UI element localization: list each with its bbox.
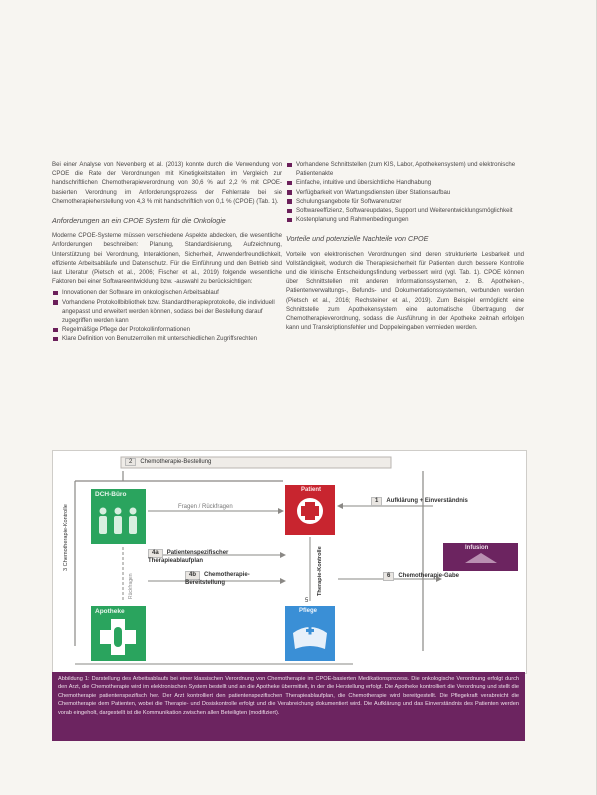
step1-number: 1 <box>371 497 382 506</box>
figure-caption: Abbildung 1: Darstellung des Arbeitsablaufs bei einer klassischen Verordnung von Chemotherapie im CPOE-basierten Medikationsprozess. Die onkologische Verordnung erfolgt durch den Arzt, die Chemotherapie wird im elektronischen System bestellt und an die Apotheke übermittelt, in der die Herstellung erfolgt. Die Apotheke kontrolliert die Verordnung und stellt die Chemotherapie patientenspezifisch her. Der Arzt kontrolliert den patientenspezifischen Therapieablaufplan, die Chemotherapie wird bereitgestellt. Die Pflegekraft verabreicht die Chemotherapie dem Patienten, wobei die Therapie- und Dosiskontrolle erfolgt und die Verabreichung dokumentiert wird. Die Aufklärung und das Einverständnis des Patienten werden vorab eingeholt, dargestellt ist die Kommunikation zwischen allen Beteiligten (modifiziert). <box>52 672 525 741</box>
step4a-text: Patientenspezifischer Therapieablaufplan <box>148 550 229 564</box>
list-item: Innovationen der Software im onkologischen Arbeitsablauf <box>52 288 282 297</box>
step4a-label <box>148 549 268 565</box>
left-column <box>52 160 282 344</box>
step6-text: Chemotherapie-Gabe <box>398 573 460 579</box>
step1-text: Aufklärung + Einverständnis <box>386 498 468 504</box>
rueckfragen-label: Rückfragen <box>128 573 134 599</box>
step6-number: 6 <box>383 572 394 581</box>
doctor-box-title: DCH-Büro <box>95 491 127 498</box>
step4b-number: 4b <box>185 571 200 580</box>
step4b-label <box>185 571 285 587</box>
step2-number: 2 <box>125 458 136 466</box>
therapy-check-label: Therapie-Kontrolle <box>317 546 323 596</box>
step4a-number: 4a <box>148 549 163 558</box>
right-body-paragraph: Vorteile von elektronischen Verordnungen sind deren strukturierte Lesbarkeit und Vollständigkeit, wodurch die Therapiesicherheit für Patienten durch bessere Kontrolle und die klinische Entscheidungsfindung verbessert wird (vgl. Tab. 1). CPOE können über Schnittstellen mit anderen Informationssystemen, z. B. Apotheken-, Patientenverwaltungs-, Befunds- und Dokumentationssystemen, verbunden werden (Pietsch et al., 2016; Rechsteiner et al., 2019). Zum Beispiel ermöglicht eine Schnittstelle zum Apothekensystem eine automatische Übertragung der Chemotherapieverordnung, sodass die Ausführung in der Apotheke zeitnah erfolgen kann und Transkriptionsfehler und Doppeleingaben vermieden werden. <box>286 250 524 332</box>
workflow-diagram <box>53 451 526 673</box>
left-vertical-number: 3 <box>63 567 69 571</box>
right-bullet-list <box>286 160 524 224</box>
list-item: Einfache, intuitive und übersichtliche Handhabung <box>286 178 524 187</box>
left-vertical-text: Chemotherapie-Kontrolle <box>63 504 69 567</box>
step4b-text: Chemotherapie-Bereitstellung <box>185 572 250 586</box>
patient-box-title: Patient <box>301 487 322 493</box>
pharmacy-box-title: Apotheke <box>95 608 125 615</box>
step1-label <box>371 497 481 506</box>
doctor-people-icon <box>99 508 137 535</box>
step6-label <box>383 572 473 581</box>
ward-box-title: Infusion <box>465 545 489 551</box>
list-item: Schulungsangebote für Softwarenutzer <box>286 197 524 206</box>
left-bullet-list <box>52 288 282 343</box>
list-item: Vorhandene Protokollbibliothek bzw. Standardtherapieprotokolle, die individuell angepasst und erweitert werden können, sodass bei der Bestellung darauf zugegriffen werden kann <box>52 298 282 326</box>
list-item: Regelmäßige Pflege der Protokollinformationen <box>52 325 282 334</box>
step2-text: Chemotherapie-Bestellung <box>140 459 212 465</box>
nurse-box-title: Pflege <box>299 608 318 614</box>
list-item: Softwareeffizienz, Softwareupdates, Support und Weiterentwicklungsmöglichkeit <box>286 206 524 215</box>
questions-label: Fragen / Rückfragen <box>178 504 233 510</box>
list-item: Vorhandene Schnittstellen (zum KIS, Labor, Apothekensystem) und elektronische Patientenakte <box>286 160 524 178</box>
right-column <box>286 158 524 332</box>
step2-label <box>125 458 211 466</box>
list-item: Kostenplanung und Rahmenbedingungen <box>286 215 524 224</box>
right-subheading: Vorteile und potenzielle Nachteile von CPOE <box>286 234 429 244</box>
list-item: Klare Definition von Benutzerrollen mit unterschiedlichen Zugriffsrechten <box>52 334 282 343</box>
list-item: Verfügbarkeit von Wartungsdiensten über Stationsaufbau <box>286 188 524 197</box>
left-body-paragraph: Moderne CPOE-Systeme müssen verschiedene Aspekte abdecken, die wesentliche Anforderungen beschreiben: Planung, Standardisierung, Aufzeichnung, Unterstützung bei Verordnung, Interaktionen, Sicherheit, Anwenderfreundlichkeit, effiziente Arbeitsabläufe und Datenschutz. Für die Einführung und den Betrieb sind laut Literatur (Pietsch et al., 2006; Fischer et al., 2019) folgende wesentliche Faktoren bei einer Softwareentwicklung bzw. -auswahl zu berücksichtigen: <box>52 232 282 286</box>
workflow-figure <box>52 450 527 674</box>
left-subheading: Anforderungen an ein CPOE System für die Onkologie <box>52 216 226 226</box>
patient-cross-icon <box>297 498 323 524</box>
intro-paragraph: Bei einer Analyse von Nevenberg et al. (2013) konnte durch die Verwendung von CPOE die Rate der Verordnungen mit Kinetigkeitstaiten im Vergleich zur handschriftlichen Chemotherapieverordnung von 30,6 % auf 2,2 % mit CPOE-basierten Verordnung im Anforderungsprozess der Fehlerrate bei sie Chemotherapieherstellung von 4,3 % mit handschriftlich von 0,1 % (CPOE) (Tab. 1). <box>52 161 282 205</box>
left-vertical-label <box>63 504 69 571</box>
step5-number: 5 <box>305 598 309 604</box>
